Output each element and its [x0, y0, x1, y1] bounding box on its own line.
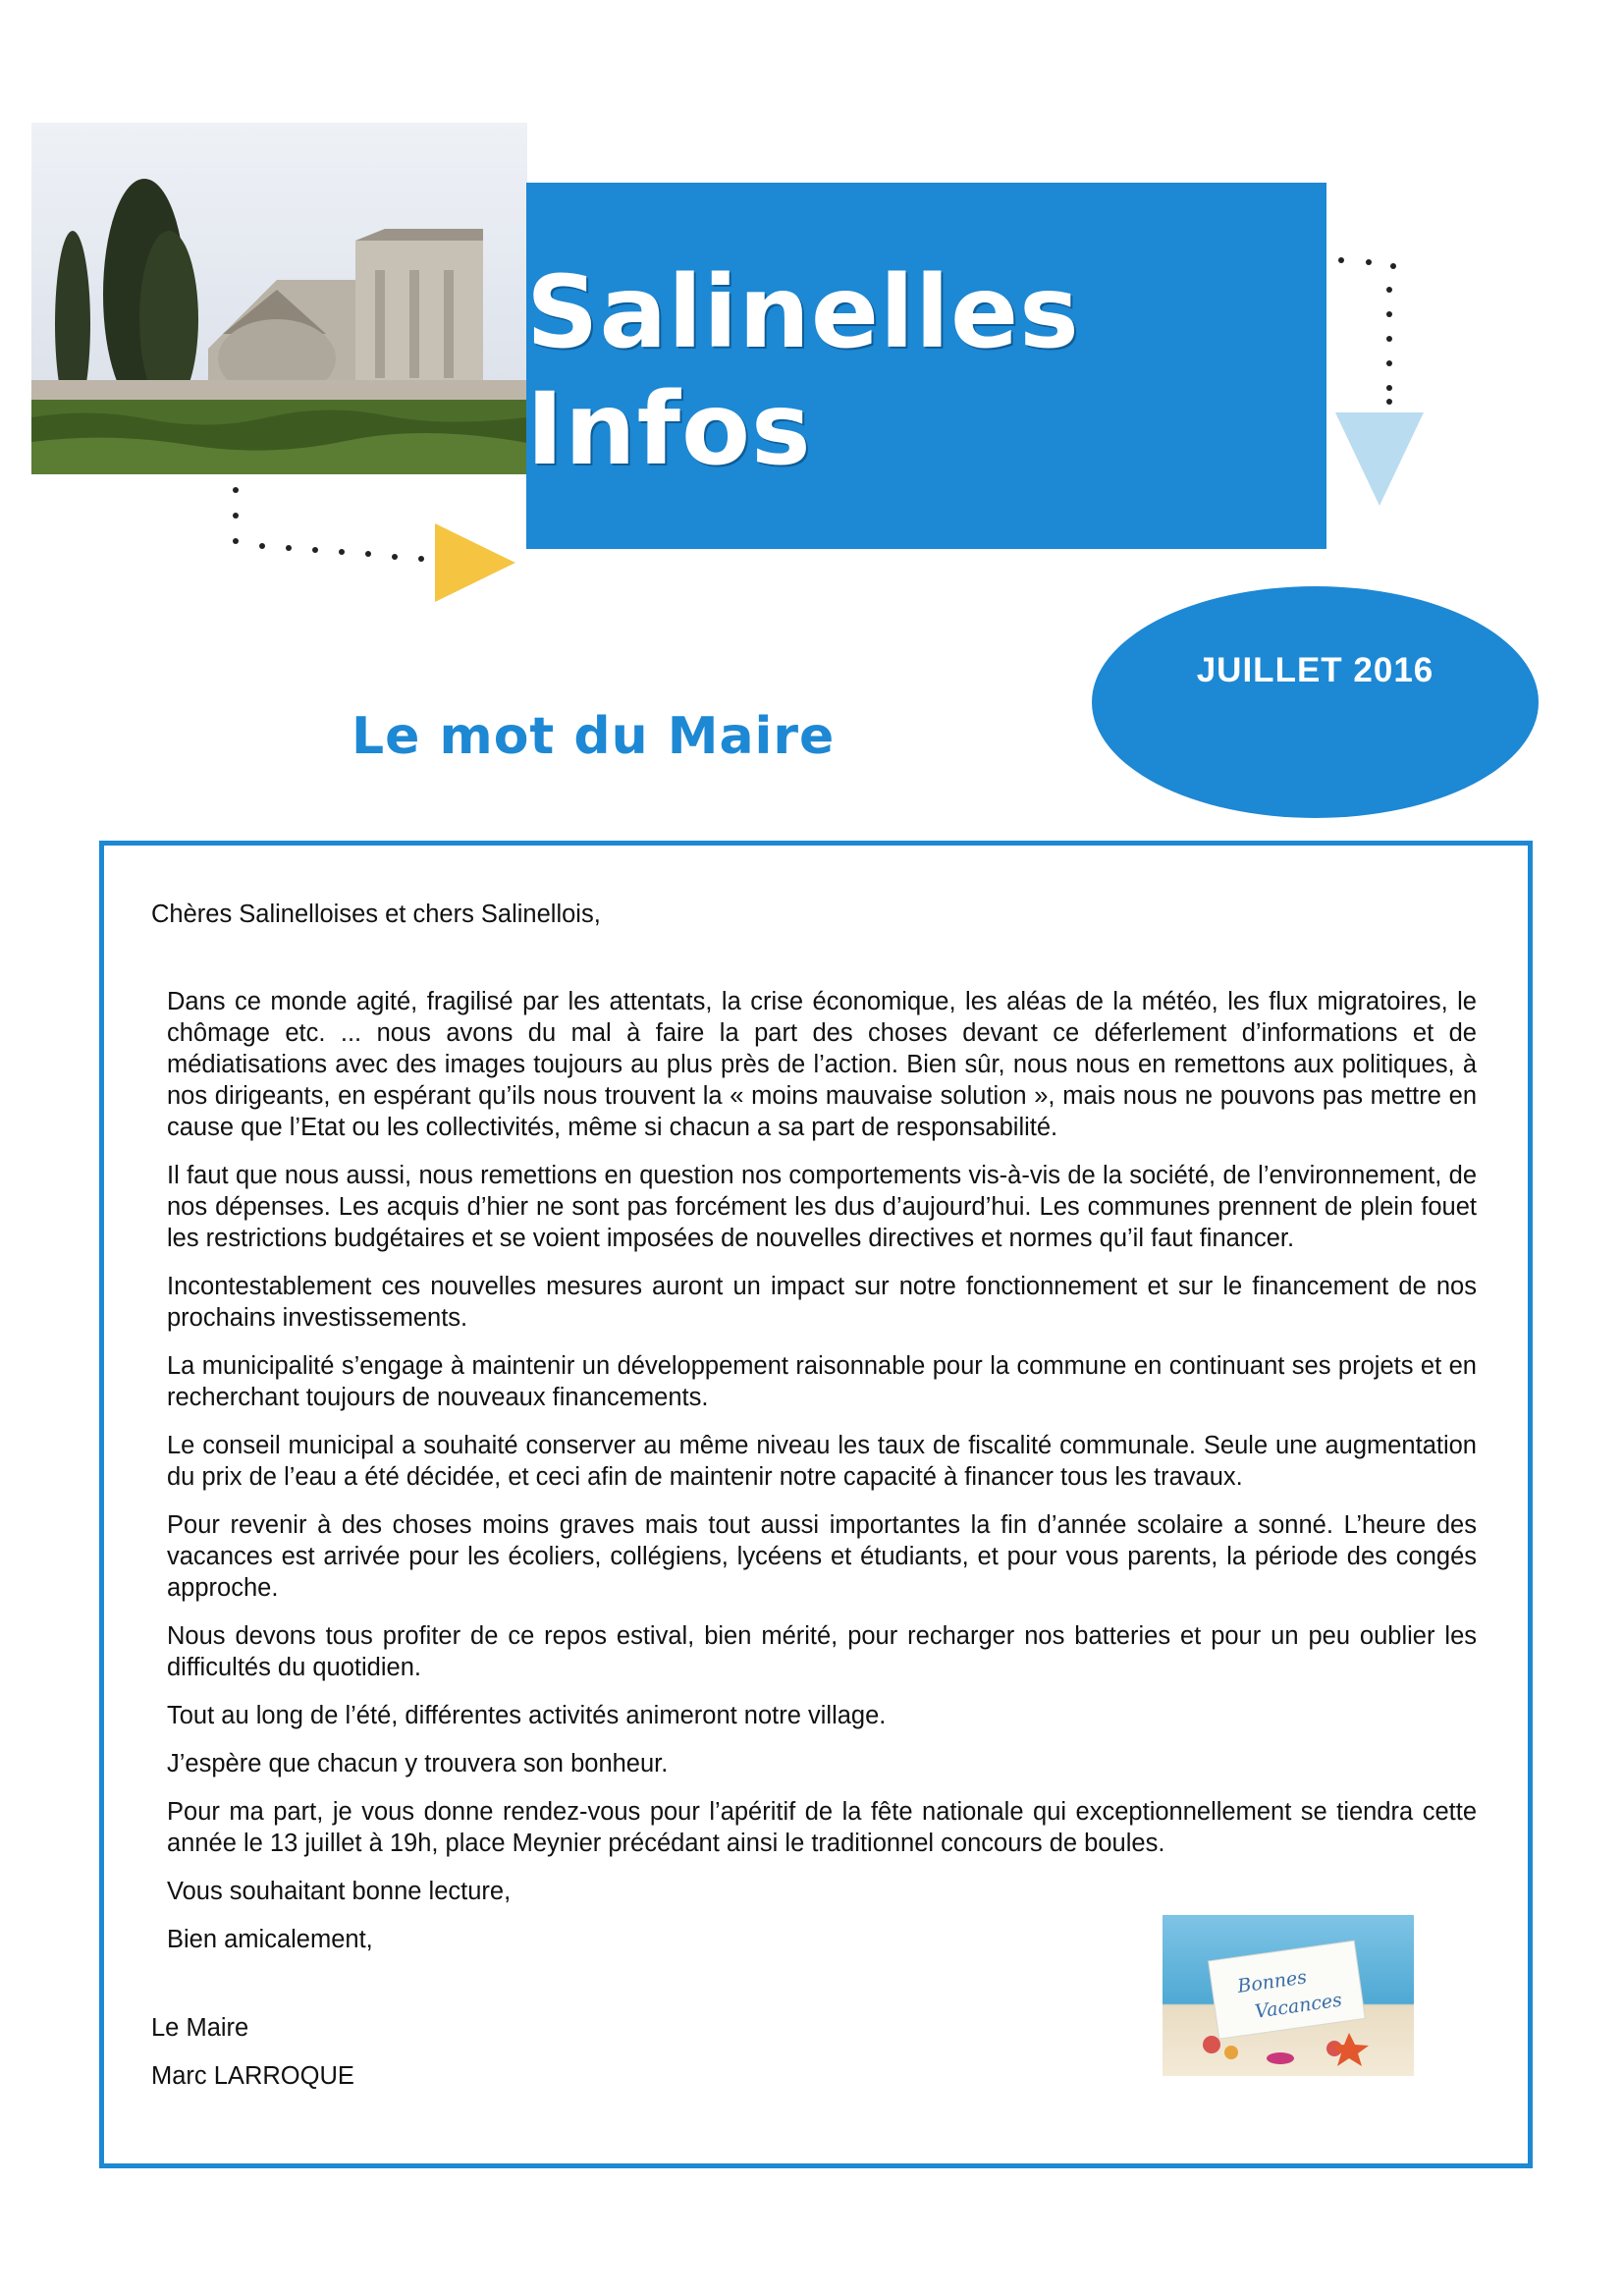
- paragraph: Le conseil municipal a souhaité conserver au même niveau les taux de fiscalité communale. Seule une augmentation du prix de l’eau a été décidée, et ceci afin de maintenir notre capacité à financer tous les travaux.: [167, 1432, 1477, 1491]
- vacation-card-line1: Bonnes: [1236, 1966, 1309, 1997]
- paragraph: La municipalité s’engage à maintenir un développement raisonnable pour la commune en continuant ses projets et en recherchant toujours de nouveaux financements.: [167, 1352, 1477, 1411]
- church-photo: [31, 123, 527, 474]
- paragraph: Pour ma part, je vous donne rendez-vous pour l’apéritif de la fête nationale qui exceptionnellement se tiendra cette année le 13 juillet à 19h, place Meynier précédant ainsi le traditionnel concours de boules.: [167, 1798, 1477, 1857]
- section-heading: Le mot du Maire: [352, 707, 836, 766]
- page-title: Salinelles Infos: [526, 253, 1080, 488]
- signature-title: Le Maire: [151, 2014, 249, 2042]
- arrow-down-icon: [1335, 412, 1424, 511]
- paragraph: Dans ce monde agité, fragilisé par les attentats, la crise économique, les aléas de la météo, les flux migratoires, le chômage etc. ... nous avons du mal à faire la part des choses devant ce déferlement d’informations et de médiatisations avec des images toujours au plus près de l’action. Bien sûr, nous nous en remettons aux politiques, à nos dirigeants, en espérant qu’ils nous trouvent la « moins mauvaise solution », mais nous ne pouvons pas mettre en cause que l’Etat ou les collectivités, même si chacun a sa part de responsabilité.: [167, 988, 1477, 1141]
- paragraph: Tout au long de l’été, différentes activités animeront notre village.: [167, 1702, 887, 1729]
- letter-body: [151, 986, 1477, 1859]
- paragraph: Pour revenir à des choses moins graves mais tout aussi importantes la fin d’année scolaire a sonné. L’heure des vacances est arrivée pour les écoliers, collégiens, lycéens et étudiants, et pour vous parents, la période des congés approche.: [167, 1511, 1477, 1602]
- vacation-card-image: [1163, 1915, 1414, 2076]
- issue-date: JUILLET 2016: [1196, 651, 1434, 689]
- closing-line: Bien amicalement,: [167, 1926, 373, 1953]
- arrow-right-icon: [435, 523, 515, 607]
- title-banner: [526, 183, 1326, 549]
- signature-name: Marc LARROQUE: [151, 2062, 354, 2090]
- closing-line: Vous souhaitant bonne lecture,: [167, 1878, 512, 1905]
- paragraph: J’espère que chacun y trouvera son bonheur.: [167, 1750, 669, 1777]
- letter-greeting: Chères Salinelloises et chers Salinellois,: [151, 901, 601, 928]
- paragraph: Il faut que nous aussi, nous remettions en question nos comportements vis-à-vis de la société, de l’environnement, de nos dépenses. Les acquis d’hier ne sont pas forcément les dus d’aujourd’hui. Les communes prennent de plein fouet les restrictions budgétaires et se voient imposées de nouvelles directives et normes qu’il faut financer.: [167, 1162, 1477, 1252]
- date-badge: [1092, 586, 1539, 818]
- vacation-card-line2: Vacances: [1253, 1989, 1344, 2023]
- paragraph: Incontestablement ces nouvelles mesures auront un impact sur notre fonctionnement et sur le financement de nos prochains investissements.: [167, 1273, 1477, 1332]
- paragraph: Nous devons tous profiter de ce repos estival, bien mérité, pour recharger nos batteries et pour un peu oublier les difficultés du quotidien.: [167, 1622, 1477, 1681]
